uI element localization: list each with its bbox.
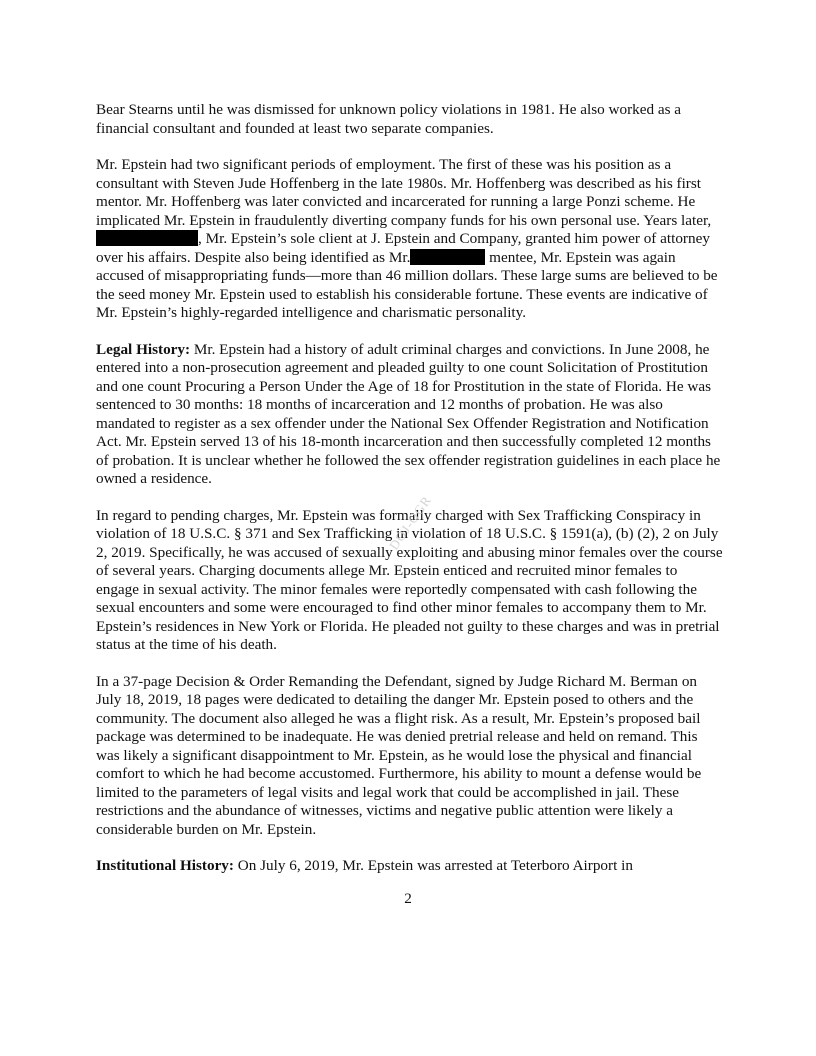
- institutional-history-heading: Institutional History:: [96, 857, 234, 874]
- text-p4: In regard to pending charges, Mr. Epstein was formally charged with Sex Trafficking Conspiracy in violation of 18 U.S.C. § 371 and Sex Trafficking in violation of 18 U.S.C. § 1591(a), (b) (2), 2 on July 2, 2019. Specifically, he was accused of sexually exploiting and abusing minor females over the course of several years. Charging documents allege Mr. Epstein enticed and recruited minor females to engage in sexual activity. The minor females were reportedly compensated with cash following the sexual encounters and some were encouraged to find other minor females to accompany them to Mr. Epstein’s residences in New York or Florida. He pleaded not guilty to these charges and was in pretrial status at the time of his death.: [96, 506, 723, 653]
- text-p3: Mr. Epstein had a history of adult criminal charges and convictions. In June 2008, he entered into a non-prosecution agreement and pleaded guilty to one count Solicitation of Prostitution and one count Procuring a Person Under the Age of 18 for Prostitution in the state of Florida. He was sentenced to 30 months: 18 months of incarceration and 12 months of probation. He was also mandated to register as a sex offender under the National Sex Offender Registration and Notification Act. Mr. Epstein served 13 of his 18-month incarceration and then successfully completed 12 months of probation. It is unclear whether he followed the sex offender registration guidelines in each place he owned a residence.: [96, 340, 721, 487]
- paragraph-decision-order: [96, 673, 724, 840]
- paragraph-institutional-history: [96, 857, 724, 876]
- text-p2a: Mr. Epstein had two significant periods of employment. The first of these was his position as a consultant with Steven Jude Hoffenberg in the late 1980s. Mr. Hoffenberg was described as his first mentor. Mr. Hoffenberg was later convicted and incarcerated for running a large Ponzi scheme. He implicated Mr. Epstein in fraudulently diverting company funds for his own personal use. Years later,: [96, 156, 712, 229]
- text-p1: Bear Stearns until he was dismissed for unknown policy violations in 1981. He also worked as a financial consultant and founded at least two separate companies.: [96, 101, 682, 137]
- text-p6: On July 6, 2019, Mr. Epstein was arrested at Teterboro Airport in: [233, 857, 633, 874]
- redaction-block: [96, 230, 198, 246]
- paragraph-employment-history: [96, 156, 724, 323]
- legal-history-heading: Legal History:: [96, 340, 191, 358]
- document-body: [96, 101, 724, 894]
- text-p2c: mentee, Mr. Epstein was again accused of misappropriating funds—more than 46 million dollars. These large sums are believed to be the seed money Mr. Epstein used to establish his considerable fortune. These events are indicative of Mr. Epstein’s highly-regarded intelligence and charismatic personality.: [96, 248, 718, 321]
- page-number: 2: [404, 890, 412, 907]
- watermark: DOJ-OGR: [386, 492, 435, 553]
- text-p5: In a 37-page Decision & Order Remanding the Defendant, signed by Judge Richard M. Berman on July 18, 2019, 18 pages were dedicated to detailing the danger Mr. Epstein posed to others and the community. The document also alleged he was a flight risk. As a result, Mr. Epstein’s proposed bail package was determined to be inadequate. He was denied pretrial release and held on remand. This was likely a significant disappointment to Mr. Epstein, as he would lose the physical and financial comfort to which he had become accustomed. Furthermore, his ability to mount a defense would be limited to the parameters of legal visits and legal work that could be accomplished in jail. These restrictions and the abundance of witnesses, victims and negative public attention were likely a considerable burden on Mr. Epstein.: [96, 672, 702, 838]
- redaction-block: [410, 249, 485, 265]
- paragraph-employment-intro: [96, 101, 724, 138]
- paragraph-legal-history: [96, 341, 724, 489]
- text-p2b: , Mr. Epstein’s sole client at J. Epstein and Company, granted him power of attorney over his affairs. Despite also being identified as Mr.: [96, 230, 710, 266]
